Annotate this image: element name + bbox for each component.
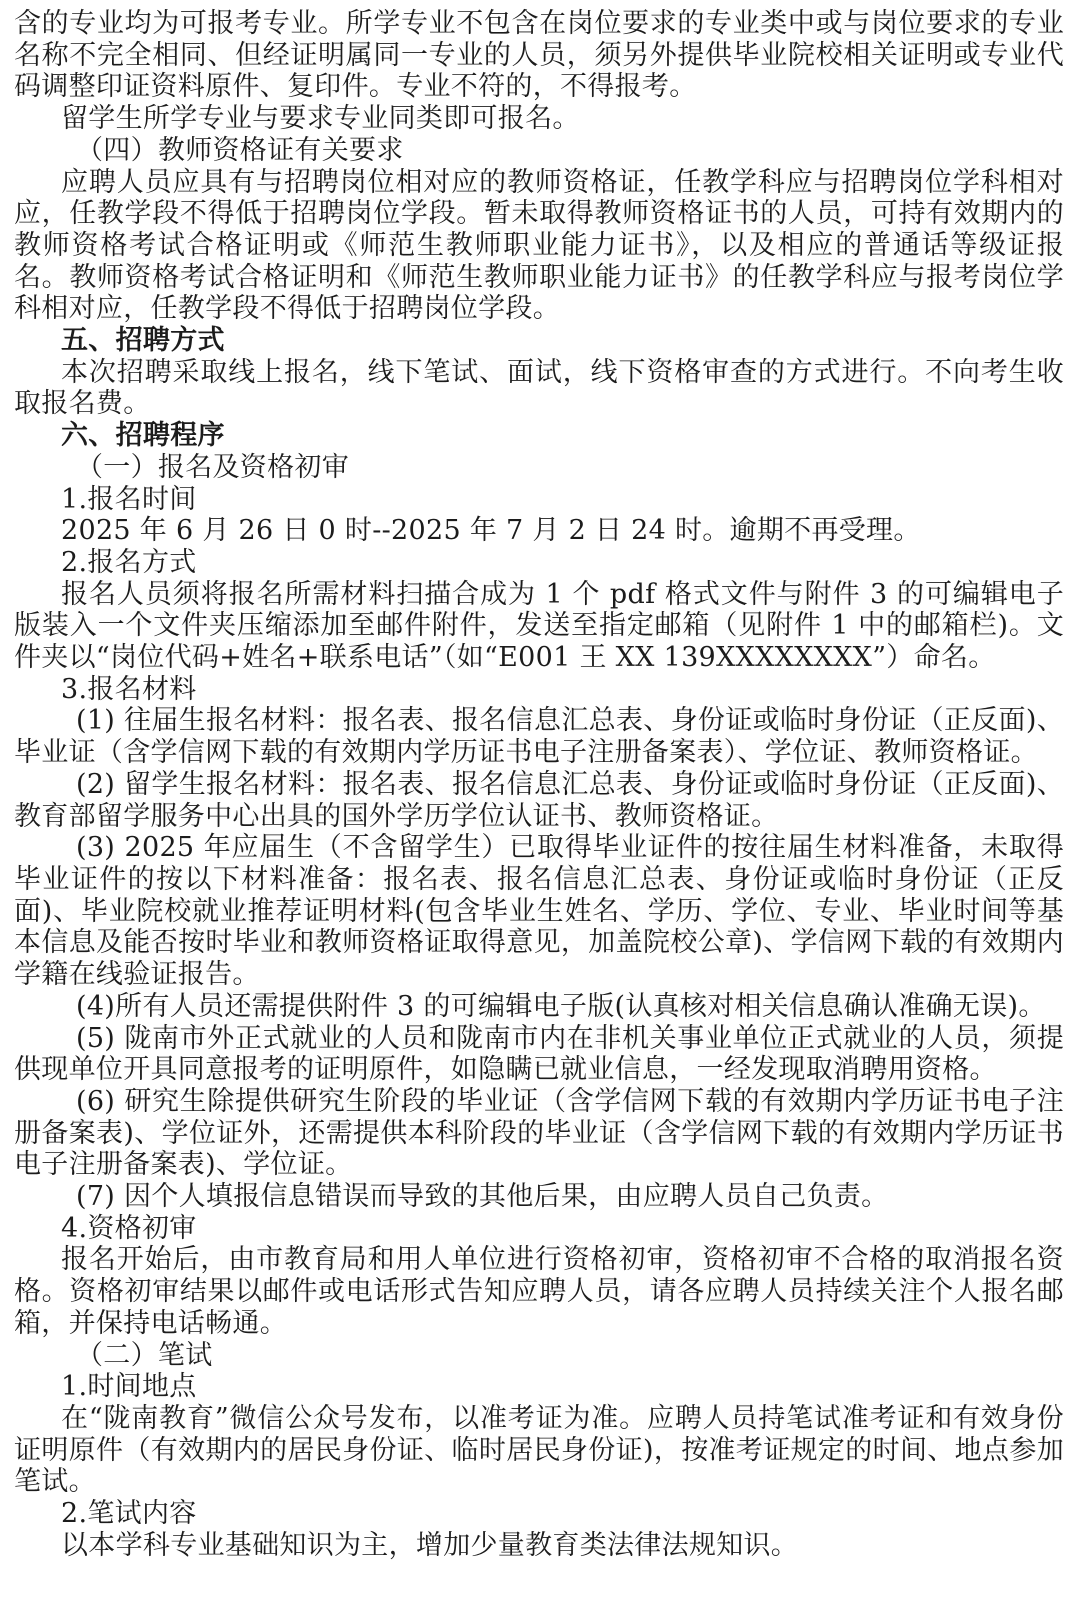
paragraph-time-and-place: 在“陇南教育”微信公众号发布，以准考证为准。应聘人员持笔试准考证和有效身份证明原件（有效期内的居民身份证、临时居民身份证)，按准考证规定的时间、地点参加笔试。 (14, 1402, 1064, 1498)
list-item-2025-graduates: (3) 2025 年应届生（不含留学生）已取得毕业证件的按往届生材料准备，未取得毕业证件的按以下材料准备：报名表、报名信息汇总表、身份证或临时身份证（正反面)、毕业院校就业推荐证明材料(包含毕业生姓名、学历、学位、专业、毕业时间等基本信息及能否按时毕业和教师资格证取得意见，加盖院校公章)、学信网下载的有效期内学籍在线验证报告。 (14, 832, 1064, 991)
subheading-written-exam: （二）笔试 (76, 1339, 213, 1371)
paragraph-major-eligibility-continued: 含的专业均为可报考专业。所学专业不包含在岗位要求的专业类中或与岗位要求的专业名称不完全相同、但经证明属同一专业的人员，须另外提供毕业院校相关证明或专业代码调整印证资料原件、复印件。专业不符的，不得报考。 (14, 8, 1064, 103)
paragraph-overseas-students-major: 留学生所学专业与要求专业同类即可报名。 (61, 103, 580, 135)
item-heading-registration-method: 2.报名方式 (61, 546, 197, 578)
item-heading-registration-materials: 3.报名材料 (61, 673, 197, 705)
heading-recruitment-procedure: 六、招聘程序 (61, 420, 225, 452)
paragraph-recruitment-method: 本次招聘采取线上报名，线下笔试、面试，线下资格审查的方式进行。不向考生收取报名费。 (14, 356, 1064, 420)
list-item-overseas-students: (2) 留学生报名材料：报名表、报名信息汇总表、身份证或临时身份证（正反面)、教育部留学服务中心出具的国外学历学位认证书、教师资格证。 (14, 768, 1064, 832)
paragraph-registration-time: 2025 年 6 月 26 日 0 时--2025 年 7 月 2 日 24 时。逾期不再受理。 (61, 515, 921, 547)
paragraph-preliminary-review: 报名开始后，由市教育局和用人单位进行资格初审，资格初审不合格的取消报名资格。资格初审结果以邮件或电话形式告知应聘人员，请各应聘人员持续关注个人报名邮箱，并保持电话畅通。 (14, 1244, 1064, 1339)
subheading-teacher-certificate: （四）教师资格证有关要求 (76, 134, 404, 166)
heading-recruitment-method: 五、招聘方式 (61, 325, 225, 357)
subheading-registration-and-review: （一）报名及资格初审 (76, 451, 349, 483)
paragraph-exam-content: 以本学科专业基础知识为主，增加少量教育类法律法规知识。 (61, 1529, 799, 1561)
list-item-personal-responsibility: (7) 因个人填报信息错误而导致的其他后果，由应聘人员自己负责。 (76, 1181, 889, 1213)
paragraph-registration-method: 报名人员须将报名所需材料扫描合成为 1 个 pdf 格式文件与附件 3 的可编辑电子版装入一个文件夹压缩添加至邮件附件，发送至指定邮箱（见附件 1 中的邮箱栏)。文件夹以“岗位代码+姓名+联系电话”（如“E001 王 XX 139XXXXXXXX”）命名。 (14, 578, 1064, 674)
item-heading-time-and-place: 1.时间地点 (61, 1371, 197, 1403)
list-item-editable-attachment: (4)所有人员还需提供附件 3 的可编辑电子版(认真核对相关信息确认准确无误)。 (76, 990, 1046, 1022)
item-heading-exam-content: 2.笔试内容 (61, 1498, 197, 1530)
item-heading-preliminary-review: 4.资格初审 (61, 1212, 197, 1244)
list-item-employed-applicants: (5) 陇南市外正式就业的人员和陇南市内在非机关事业单位正式就业的人员，须提供现单位开具同意报考的证明原件，如隐瞒已就业信息，一经发现取消聘用资格。 (14, 1022, 1064, 1086)
item-heading-registration-time: 1.报名时间 (61, 483, 197, 515)
list-item-postgraduates: (6) 研究生除提供研究生阶段的毕业证（含学信网下载的有效期内学历证书电子注册备案表)、学位证外，还需提供本科阶段的毕业证（含学信网下载的有效期内学历证书电子注册备案表)、学位证。 (14, 1085, 1064, 1181)
list-item-previous-graduates: (1) 往届生报名材料：报名表、报名信息汇总表、身份证或临时身份证（正反面)、毕业证（含学信网下载的有效期内学历证书电子注册备案表）、学位证、教师资格证。 (14, 705, 1064, 769)
paragraph-teacher-certificate-requirements: 应聘人员应具有与招聘岗位相对应的教师资格证，任教学科应与招聘岗位学科相对应，任教学段不得低于招聘岗位学段。暂未取得教师资格证书的人员，可持有效期内的教师资格考试合格证明或《师范生教师职业能力证书》，以及相应的普通话等级证报名。教师资格考试合格证明和《师范生教师职业能力证书》的任教学科应与报考岗位学科相对应，任教学段不得低于招聘岗位学段。 (14, 166, 1064, 325)
